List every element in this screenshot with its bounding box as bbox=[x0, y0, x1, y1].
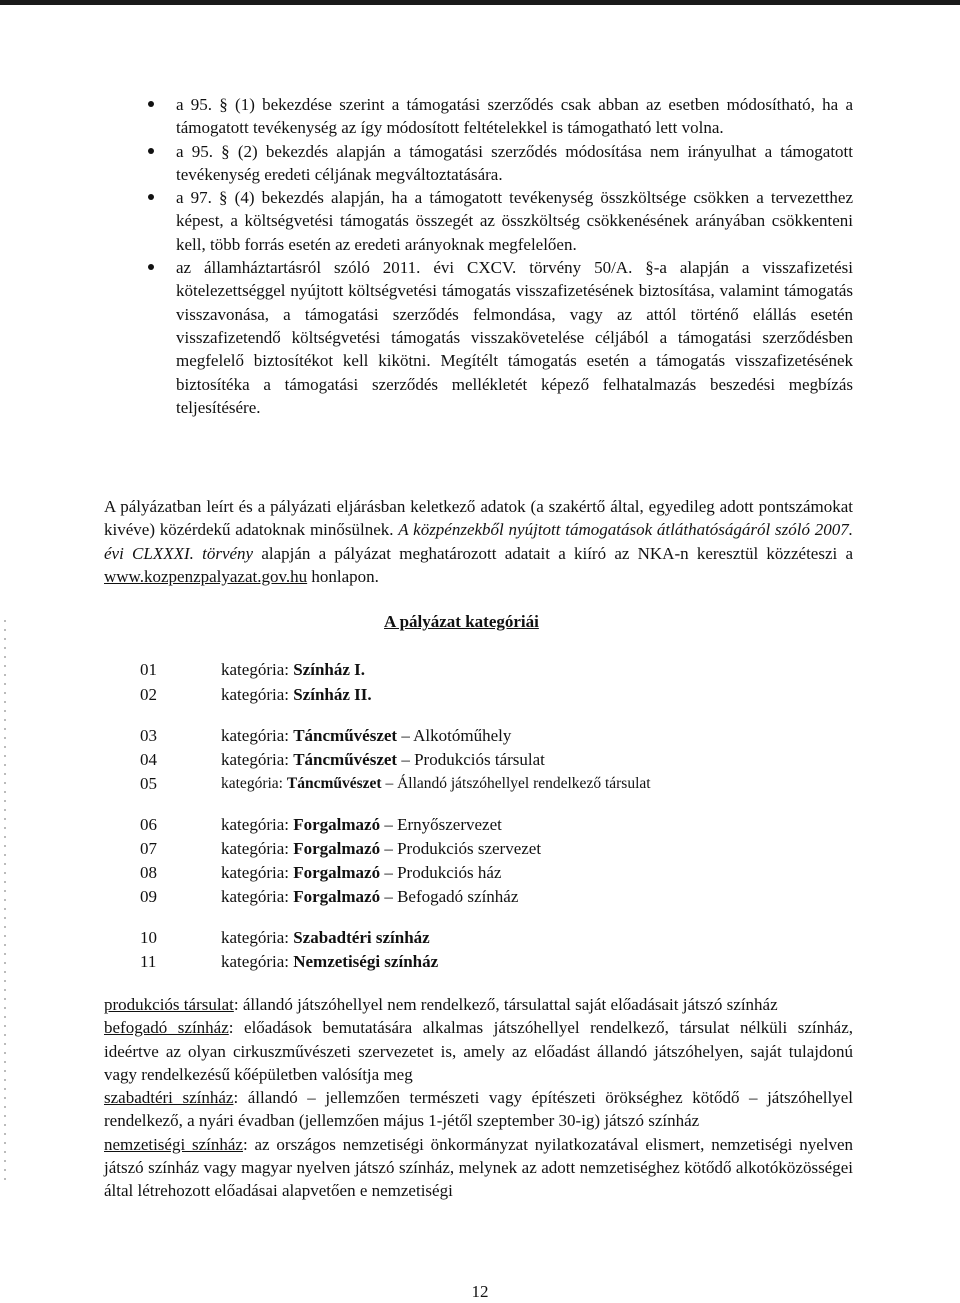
website-link[interactable]: www.kozpenzpalyazat.gov.hu bbox=[104, 566, 308, 586]
category-number: 02 bbox=[140, 685, 157, 704]
page-number: 12 bbox=[471, 1282, 489, 1301]
category-detail: – Produkciós ház bbox=[380, 863, 502, 882]
category-name: Nemzetiségi színház bbox=[293, 952, 439, 971]
paragraph-text: alapján a pályázat meghatározott adatait a kiíró az NKA-n keresztül közzéteszi a bbox=[253, 543, 853, 563]
definition-item bbox=[104, 1133, 853, 1203]
definition-text: : állandó – jellemzően természeti vagy építészeti örökséghez kötődő – játszóhellyel rendelkező, a nyári évadban (jellemzően május 1-jétől szeptember 30-ig) játszó színház bbox=[104, 1088, 853, 1131]
category-number: 07 bbox=[140, 839, 157, 858]
category-prefix: kategória: bbox=[221, 775, 287, 792]
category-number: 08 bbox=[140, 863, 157, 882]
category-prefix: kategória: bbox=[221, 928, 294, 947]
category-label bbox=[221, 683, 372, 706]
category-prefix: kategória: bbox=[221, 726, 294, 745]
definition-item bbox=[104, 1086, 853, 1133]
definition-term: produkciós társulat bbox=[104, 995, 234, 1014]
category-detail: – Állandó játszóhellyel rendelkező társulat bbox=[381, 775, 651, 792]
public-data-paragraph bbox=[104, 495, 853, 588]
list-item: a 95. § (1) bekezdése szerint a támogatási szerződés csak abban az esetben módosítható, ha a támogatott tevékenység az így módosított feltételekkel is támogatható lett volna. bbox=[128, 93, 853, 140]
category-number: 10 bbox=[140, 928, 157, 947]
section-heading: A pályázat kategóriái bbox=[384, 612, 539, 631]
category-prefix: kategória: bbox=[221, 952, 294, 971]
definition-item bbox=[104, 993, 853, 1016]
category-name: Szabadtéri színház bbox=[293, 928, 430, 947]
definition-term: szabadtéri színház bbox=[104, 1088, 234, 1108]
definition-item bbox=[104, 1016, 853, 1086]
category-prefix: kategória: bbox=[221, 660, 294, 679]
category-label bbox=[221, 813, 502, 836]
definition-term: befogadó színház bbox=[104, 1018, 229, 1038]
category-name: Forgalmazó bbox=[293, 815, 381, 834]
category-name: Forgalmazó bbox=[293, 839, 381, 858]
category-detail: – Produkciós szervezet bbox=[380, 839, 542, 858]
category-label bbox=[221, 658, 365, 681]
category-detail: – Befogadó színház bbox=[380, 887, 519, 906]
paragraph-text: A pályázatban leírt és a pályázati eljárásban keletkező adatok (a szakértő által, egyedileg adott pontszámokat kivéve) közérdekű adatoknak minősülnek. bbox=[104, 497, 853, 540]
category-label bbox=[221, 748, 545, 771]
list-item: a 97. § (4) bekezdés alapján, ha a támogatott tevékenység összköltsége csökken a tervezetthez képest, a költségvetési támogatás összegét az összköltség csökkenésének arányában csökkenteni kell, több forrás esetén az eredeti arányoknak megfelelően. bbox=[128, 186, 853, 256]
list-item: a 95. § (2) bekezdés alapján a támogatási szerződés módosítása nem irányulhat a támogatott tevékenység eredeti céljának megváltoztatására. bbox=[128, 140, 853, 187]
top-border bbox=[0, 0, 960, 5]
category-name: Táncművészet bbox=[286, 775, 382, 792]
category-name: Színház I. bbox=[293, 660, 366, 679]
definition-text: : az országos nemzetiségi önkormányzat nyilatkozatával elismert, nemzetiségi nyelven játszó színház vagy magyar nyelven játszó színház, melynek az adott nemzetiséghez kötődő alkotóközösségei által létrehozott előadásai alapvetően e nemzetiségi bbox=[104, 1134, 854, 1201]
category-number: 06 bbox=[140, 815, 157, 834]
category-number: 01 bbox=[140, 660, 157, 679]
definitions bbox=[104, 993, 853, 1203]
category-detail: – Alkotóműhely bbox=[397, 726, 512, 745]
category-prefix: kategória: bbox=[221, 815, 294, 834]
category-number: 09 bbox=[140, 887, 157, 906]
category-label bbox=[221, 885, 518, 908]
category-name: Forgalmazó bbox=[293, 863, 381, 882]
law-reference: A közpénzekből nyújtott támogatások átláthatóságáról szóló 2007. évi CLXXXI. törvény bbox=[104, 520, 853, 563]
category-detail: – Produkciós társulat bbox=[397, 750, 545, 769]
paragraph-text: honlapon. bbox=[307, 566, 379, 586]
category-prefix: kategória: bbox=[221, 887, 294, 906]
definition-text: : állandó játszóhellyel nem rendelkező, társulattal saját előadásait játszó színház bbox=[233, 995, 778, 1014]
category-name: Táncművészet bbox=[293, 750, 398, 769]
list-item: az államháztartásról szóló 2011. évi CXCV. törvény 50/A. §-a alapján a visszafizetési kötelezettséggel nyújtott költségvetési támogatás visszafizetésének biztosítása, valamint támogatás visszavonása, a támogatási szerződés felmondása, vagy az attól történő elállás esetén visszafizetendő költségvetési támogatás visszakövetelése céljából a támogatási szerződésben megfelelő biztosítékot kell kikötni. Megítélt támogatás esetén a támogatás visszafizetésének biztosítéka a támogatási szerződés mellékletét képező felhatalmazás beszedési megbízás teljesítésére. bbox=[128, 256, 853, 419]
conditions-list bbox=[128, 93, 853, 419]
category-prefix: kategória: bbox=[221, 685, 294, 704]
category-number: 04 bbox=[140, 750, 157, 769]
category-number: 05 bbox=[140, 774, 157, 793]
category-label bbox=[221, 772, 651, 795]
category-prefix: kategória: bbox=[221, 839, 294, 858]
category-label bbox=[221, 837, 541, 860]
definition-text: : előadások bemutatására alkalmas játszóhellyel rendelkező, társulat nélküli színház, ideértve az olyan cirkuszművészeti szervezetet is, amely az előadást állandó játszóhelyen, saját tulajdonú vagy rendelkezésű kőépületben valósítja meg bbox=[104, 1018, 854, 1084]
category-name: Színház II. bbox=[293, 685, 372, 704]
scan-margin-marks bbox=[4, 620, 6, 1180]
category-number: 03 bbox=[140, 726, 157, 745]
definition-term: nemzetiségi színház bbox=[104, 1134, 243, 1154]
category-label bbox=[221, 724, 511, 747]
category-number: 11 bbox=[140, 952, 157, 971]
category-label bbox=[221, 861, 501, 884]
category-name: Táncművészet bbox=[293, 726, 398, 745]
category-label bbox=[221, 950, 438, 973]
category-label bbox=[221, 926, 430, 949]
category-prefix: kategória: bbox=[221, 863, 294, 882]
category-name: Forgalmazó bbox=[293, 887, 381, 906]
category-detail: – Ernyőszervezet bbox=[380, 815, 502, 834]
category-prefix: kategória: bbox=[221, 750, 294, 769]
